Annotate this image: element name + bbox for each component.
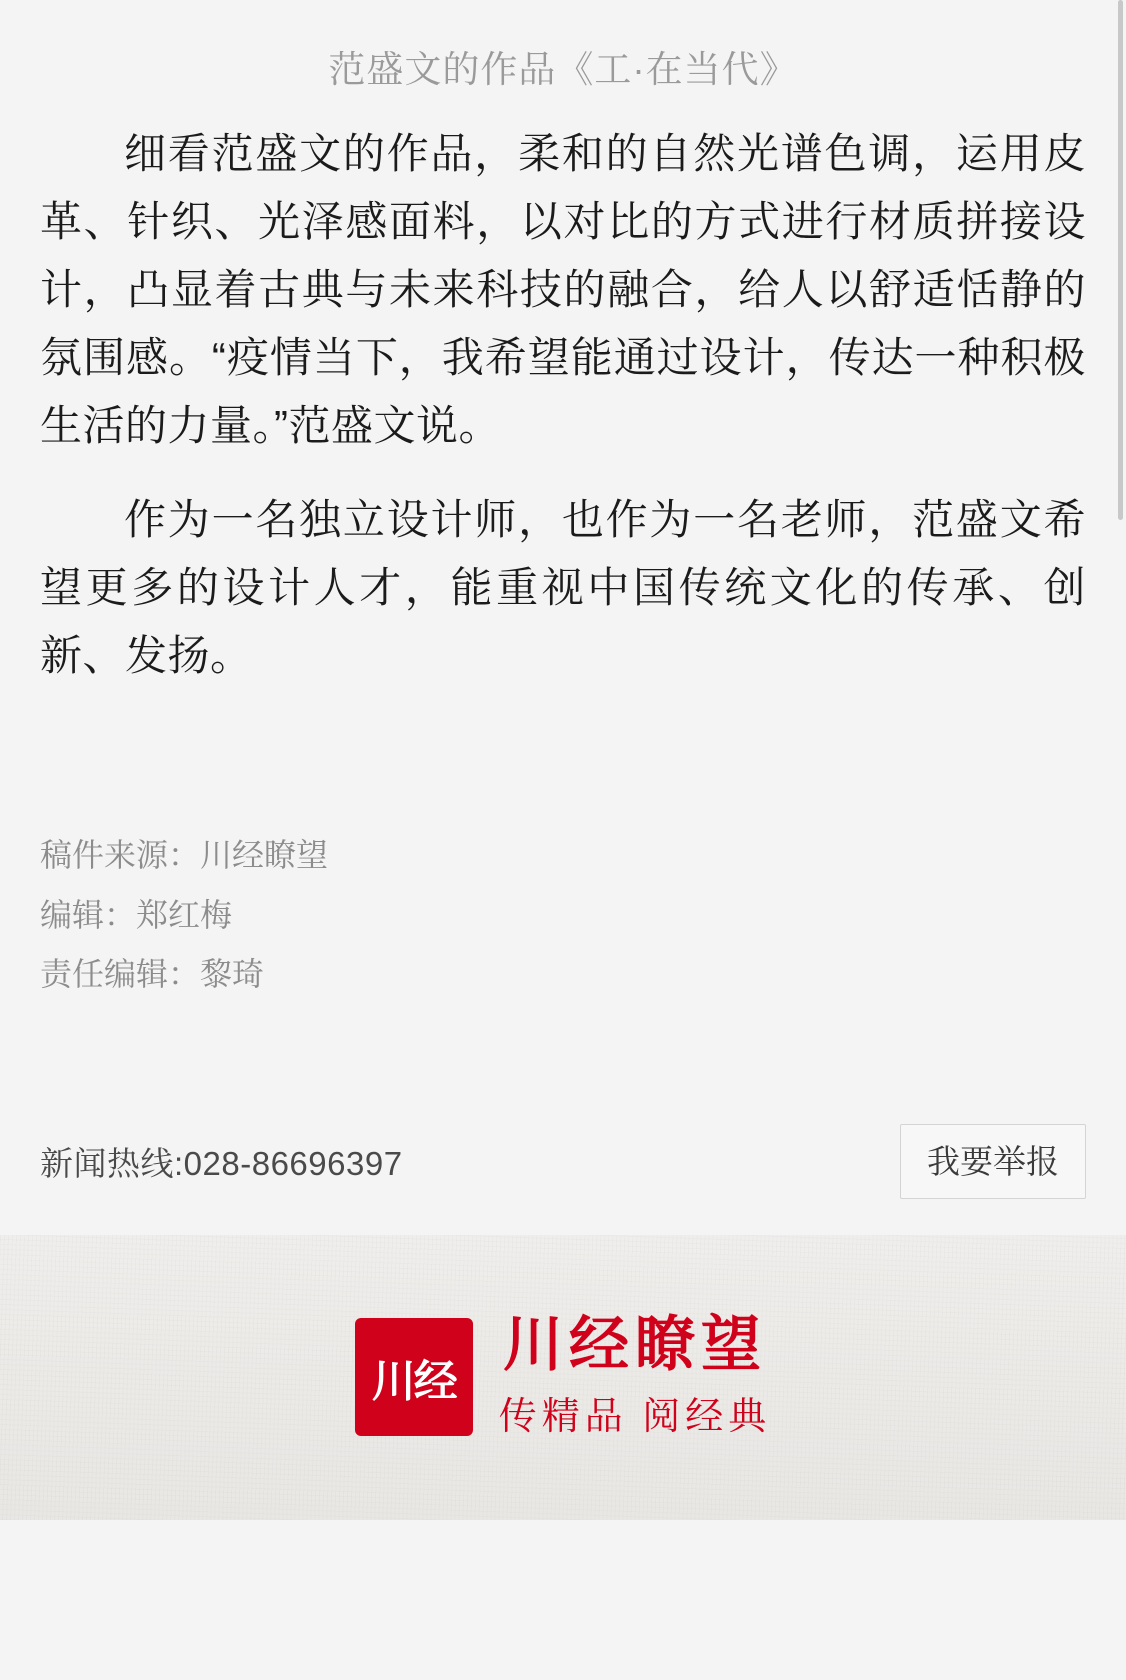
publisher-logo-icon: 川经: [355, 1318, 473, 1436]
meta-source: 稿件来源：川经瞭望: [40, 837, 329, 874]
news-hotline: 新闻热线:028-86696397: [40, 1144, 403, 1182]
publisher-banner[interactable]: [0, 1235, 1126, 1520]
article-paragraph: 细看范盛文的作品，柔和的自然光谱色调，运用皮革、针织、光泽感面料，以对比的方式进行材质拼接设计，凸显着古典与未来科技的融合，给人以舒适恬静的氛围感。“疫情当下，我希望能通过设计，传达一种积极生活的力量。”范盛文说。: [40, 130, 1086, 450]
hotline-row: [0, 1124, 1126, 1199]
meta-chief-editor: 责任编辑：黎琦: [40, 955, 265, 992]
article-body: [0, 120, 1126, 716]
meta-editor: 编辑：郑红梅: [40, 896, 233, 933]
banner-logo-group: [355, 1314, 772, 1440]
scrollbar[interactable]: [1118, 0, 1123, 520]
report-button[interactable]: 我要举报: [900, 1124, 1086, 1199]
article-paragraph: 作为一名独立设计师，也作为一名老师，范盛文希望更多的设计人才，能重视中国传统文化的传承、创新、发扬。: [40, 496, 1086, 680]
image-caption: 范盛文的作品《工·在当代》: [328, 49, 798, 90]
publisher-name: 川经瞭望: [502, 1312, 767, 1379]
publisher-logo-text: [499, 1314, 772, 1440]
article-meta: [0, 826, 1126, 1004]
publisher-slogan: 传精品 阅经典: [498, 1396, 772, 1439]
